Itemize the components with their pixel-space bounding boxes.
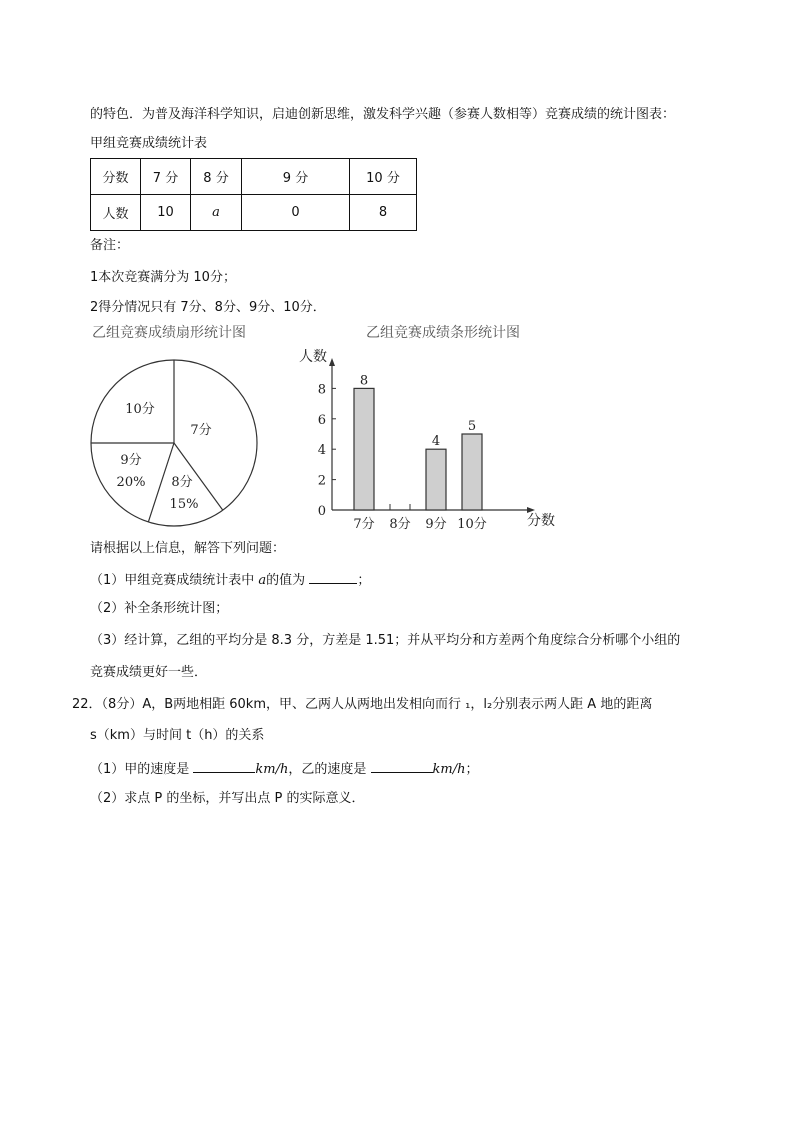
- bar-data-label: 5: [467, 419, 477, 434]
- question-1: [90, 571, 370, 589]
- table-cell: 8: [350, 195, 417, 231]
- bar-7分: [354, 388, 374, 510]
- unit: km/h: [255, 762, 289, 777]
- y-tick-label: 8: [317, 382, 326, 398]
- q1-text: （1）甲组竞赛成绩统计表中: [90, 573, 259, 588]
- q1-var: a: [258, 573, 267, 588]
- bar-data-label: 4: [431, 434, 441, 450]
- bar-chart: [318, 358, 535, 532]
- problem-22-line1: 22．（8分）A，B两地相距 60km，甲、乙两人从两地出发相向而行 ₁，l₂分别表示两人距 A 地的距离: [72, 697, 653, 712]
- answer-blank[interactable]: [193, 760, 255, 773]
- table-cell: 7 分: [141, 159, 191, 195]
- x-axis-label: 分数: [527, 513, 555, 529]
- problem-22-q2: （2）求点 P 的坐标，并写出点 P 的实际意义．: [90, 791, 365, 806]
- table-cell: 10 分: [350, 159, 417, 195]
- bar-10分: [462, 434, 482, 510]
- x-tick-label: 10分: [457, 517, 487, 532]
- pie-label-8: 8分: [171, 475, 193, 490]
- table-cell: 10: [141, 195, 191, 231]
- y-axis-label: 人数: [299, 349, 327, 365]
- x-tick-label: 8分: [389, 517, 411, 532]
- x-tick-label: 7分: [353, 517, 375, 532]
- question-3-line2: 竞赛成绩更好一些．: [90, 665, 208, 680]
- pie-pct-9: 20%: [116, 475, 146, 490]
- bar-9分: [426, 449, 446, 510]
- y-tick-label: 0: [317, 504, 326, 519]
- y-tick-label: 2: [317, 473, 326, 489]
- q1-text-2: ，乙的速度是: [288, 762, 371, 777]
- question-3-line1: （3）经计算，乙组的平均分是 8.3 分，方差是 1.51；并从平均分和方差两个角度综合分析哪个小组的: [90, 633, 681, 648]
- q1-end: ；: [465, 762, 479, 777]
- x-tick-label: 9分: [425, 517, 447, 532]
- intro-text: 的特色．为普及海洋科学知识，启迪创新思维，激发科学兴趣（参赛人数相等）竞赛成绩的统计图表：: [90, 107, 676, 122]
- bar-title: 乙组竞赛成绩条形统计图: [366, 325, 520, 341]
- table-title: 甲组竞赛成绩统计表: [90, 136, 208, 151]
- answer-blank[interactable]: [309, 571, 357, 584]
- note-1: 1本次竞赛满分为 10分；: [90, 270, 236, 285]
- q1-end: ；: [357, 573, 371, 588]
- note-2: 2得分情况只有 7分、8分、9分、10分．: [90, 300, 326, 315]
- pie-label-7: 7分: [190, 423, 212, 438]
- q1-text: （1）甲的速度是: [90, 762, 194, 777]
- table-cell: 分数: [91, 159, 141, 195]
- table-cell: 人数: [91, 195, 141, 231]
- problem-22-line2: s（km）与时间 t（h）的关系: [90, 728, 265, 743]
- table-cell: a: [191, 195, 242, 231]
- pie-label-10: 10分: [125, 402, 155, 417]
- table-cell: 8 分: [191, 159, 242, 195]
- problem-22-q1: [90, 760, 479, 778]
- y-tick-label: 6: [317, 412, 326, 428]
- table-cell: 0: [242, 195, 350, 231]
- table-cell: 9 分: [242, 159, 350, 195]
- pie-pct-8: 15%: [169, 497, 199, 512]
- q1-text-2: 的值为: [266, 573, 310, 588]
- bar-data-label: 8: [359, 373, 369, 389]
- answer-blank[interactable]: [371, 760, 433, 773]
- y-axis-arrow: [329, 358, 335, 366]
- notes-label: 备注：: [90, 238, 130, 253]
- unit: km/h: [432, 762, 466, 777]
- y-tick-label: 4: [317, 443, 326, 459]
- pie-label-9: 9分: [120, 453, 142, 468]
- pie-title: 乙组竞赛成绩扇形统计图: [92, 325, 246, 341]
- prompt-text: 请根据以上信息，解答下列问题：: [90, 541, 286, 556]
- question-2: （2）补全条形统计图；: [90, 601, 229, 616]
